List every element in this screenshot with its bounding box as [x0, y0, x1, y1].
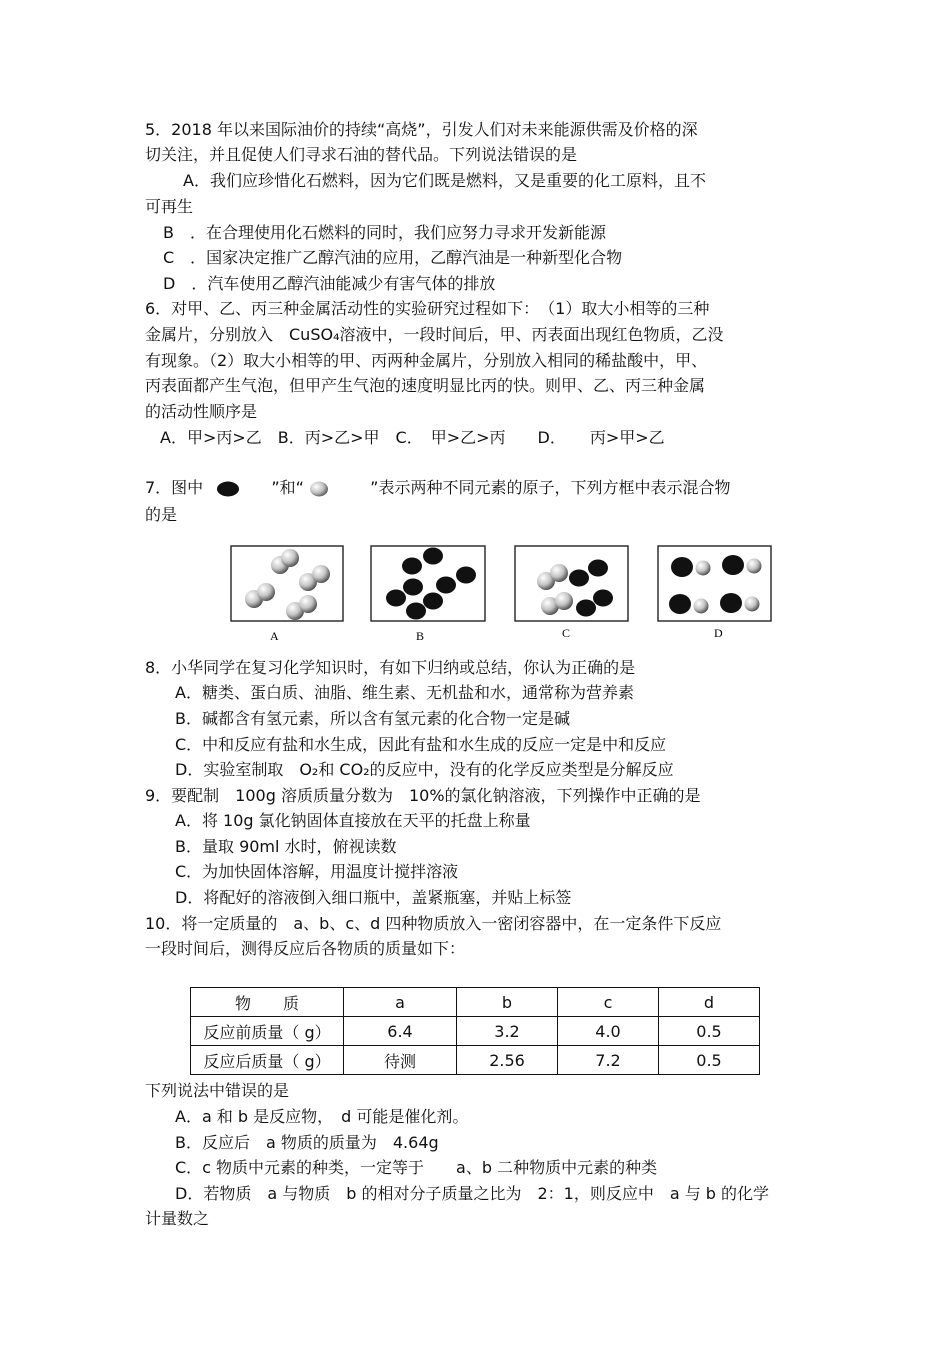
q6-stem-line-4: 丙表面都产生气泡，但甲产生气泡的速度明显比丙的快。则甲、乙、丙三种金属 [145, 376, 706, 395]
option-b-box [371, 546, 485, 621]
q8-option-b: B．碱都含有氢元素，所以含有氢元素的化合物一定是碱 [175, 709, 570, 728]
mass-table [190, 987, 760, 1075]
light-atom-icon [309, 481, 329, 497]
q10-stem-line-1: 10．将一定质量的 a、b、c、d 四种物质放入一密闭容器中，在一定条件下反应 [145, 914, 722, 933]
q10-option-d-line-2: 计量数之 [145, 1209, 210, 1228]
q6-stem-line-1: 6．对甲、乙、丙三种金属活动性的实验研究过程如下： （1）取大小相等的三种 [145, 299, 710, 318]
option-a-box [231, 546, 343, 621]
table-header-cell: c [558, 988, 659, 1017]
table-row [191, 1017, 760, 1046]
table-header-cell: d [659, 988, 760, 1017]
table-cell: 待测 [344, 1046, 457, 1075]
option-c-label: C [562, 626, 571, 640]
q7-text-1: 7．图中 [145, 478, 204, 497]
table-header-cell: a [344, 988, 457, 1017]
table-header-row [191, 988, 760, 1017]
option-c-box [515, 546, 628, 621]
table-cell: 反应前质量（ g） [191, 1017, 344, 1046]
q10-stem-line-2: 一段时间后，测得反应后各物质的质量如下： [145, 939, 466, 958]
q7-stem-line-2: 的是 [145, 505, 178, 524]
table-cell: 4.0 [558, 1017, 659, 1046]
q5-option-c: C ．国家决定推广乙醇汽油的应用，乙醇汽油是一种新型化合物 [163, 248, 623, 267]
table-cell: 0.5 [659, 1046, 760, 1075]
table-cell: 3.2 [457, 1017, 558, 1046]
q8-option-a: A．糖类、蛋白质、油脂、维生素、无机盐和水，通常称为营养素 [175, 683, 634, 702]
table-cell: 7.2 [558, 1046, 659, 1075]
option-d-label: D [714, 626, 723, 640]
q6-options: A．甲>丙>乙 B．丙>乙>甲 C． 甲>乙>丙 D． 丙>甲>乙 [160, 428, 665, 447]
q9-stem: 9．要配制 100g 溶质质量分数为 10%的氯化钠溶液，下列操作中正确的是 [145, 786, 701, 805]
option-a-label: A [270, 629, 279, 643]
q6-stem-line-3: 有现象。（2）取大小相等的甲、丙两种金属片，分别放入相同的稀盐酸中，甲、 [145, 351, 708, 370]
q5-option-b: B ．在合理使用化石燃料的同时，我们应努力寻求开发新能源 [163, 223, 606, 242]
table-header-cell: 物 质 [191, 988, 344, 1017]
table-cell: 6.4 [344, 1017, 457, 1046]
q10-option-c: C．c 物质中元素的种类，一定等于 a、b 二种物质中元素的种类 [175, 1158, 658, 1177]
q8-stem: 8．小华同学在复习化学知识时，有如下归纳或总结，你认为正确的是 [145, 658, 636, 677]
table-cell: 反应后质量（ g） [191, 1046, 344, 1075]
table-row [191, 1046, 760, 1075]
q10-option-d-line-1: D．若物质 a 与物质 b 的相对分子质量之比为 2：1，则反应中 a 与 b 的化学 [175, 1184, 770, 1203]
q5-stem-line-1: 5．2018 年以来国际油价的持续“高烧”，引发人们对未来能源供需及价格的深 [145, 120, 698, 139]
q9-option-b: B．量取 90ml 水时，俯视读数 [175, 837, 397, 856]
q6-stem-line-5: 的活动性顺序是 [145, 402, 258, 421]
q10-after-table: 下列说法中错误的是 [145, 1081, 290, 1100]
dark-atom-icon [216, 481, 240, 497]
q10-option-b: B．反应后 a 物质的质量为 4.64g [175, 1133, 439, 1152]
table-cell: 2.56 [457, 1046, 558, 1075]
q9-option-a: A．将 10g 氯化钠固体直接放在天平的托盘上称量 [175, 811, 531, 830]
q7-text-3: ”表示两种不同元素的原子，下列方框中表示混合物 [370, 478, 731, 497]
option-b-label: B [416, 629, 425, 643]
q5-option-d: D ．汽车使用乙醇汽油能减少有害气体的排放 [163, 274, 496, 293]
q8-option-d: D．实验室制取 O₂和 CO₂的反应中，没有的化学反应类型是分解反应 [175, 760, 674, 779]
q7-text-2: ”和“ [271, 478, 304, 497]
q5-option-a-line-1: A．我们应珍惜化石燃料，因为它们既是燃料，又是重要的化工原料，且不 [183, 171, 706, 190]
q7-stem-line-1 [145, 477, 730, 499]
q5-stem-line-2: 切关注，并且促使人们寻求石油的替代品。下列说法错误的是 [145, 145, 578, 164]
table-header-cell: b [457, 988, 558, 1017]
q5-option-a-line-2: 可再生 [145, 197, 194, 216]
q10-option-a: A．a 和 b 是反应物， d 可能是催化剂。 [175, 1107, 469, 1126]
table-cell: 0.5 [659, 1017, 760, 1046]
molecule-figure [228, 543, 776, 648]
q6-stem-line-2: 金属片，分别放入 CuSO₄溶液中，一段时间后，甲、丙表面出现红色物质，乙没 [145, 325, 724, 344]
q9-option-c: C．为加快固体溶解，用温度计搅拌溶液 [175, 862, 459, 881]
q8-option-c: C．中和反应有盐和水生成，因此有盐和水生成的反应一定是中和反应 [175, 735, 667, 754]
q9-option-d: D．将配好的溶液倒入细口瓶中，盖紧瓶塞，并贴上标签 [175, 888, 572, 907]
option-d-box [658, 546, 771, 621]
